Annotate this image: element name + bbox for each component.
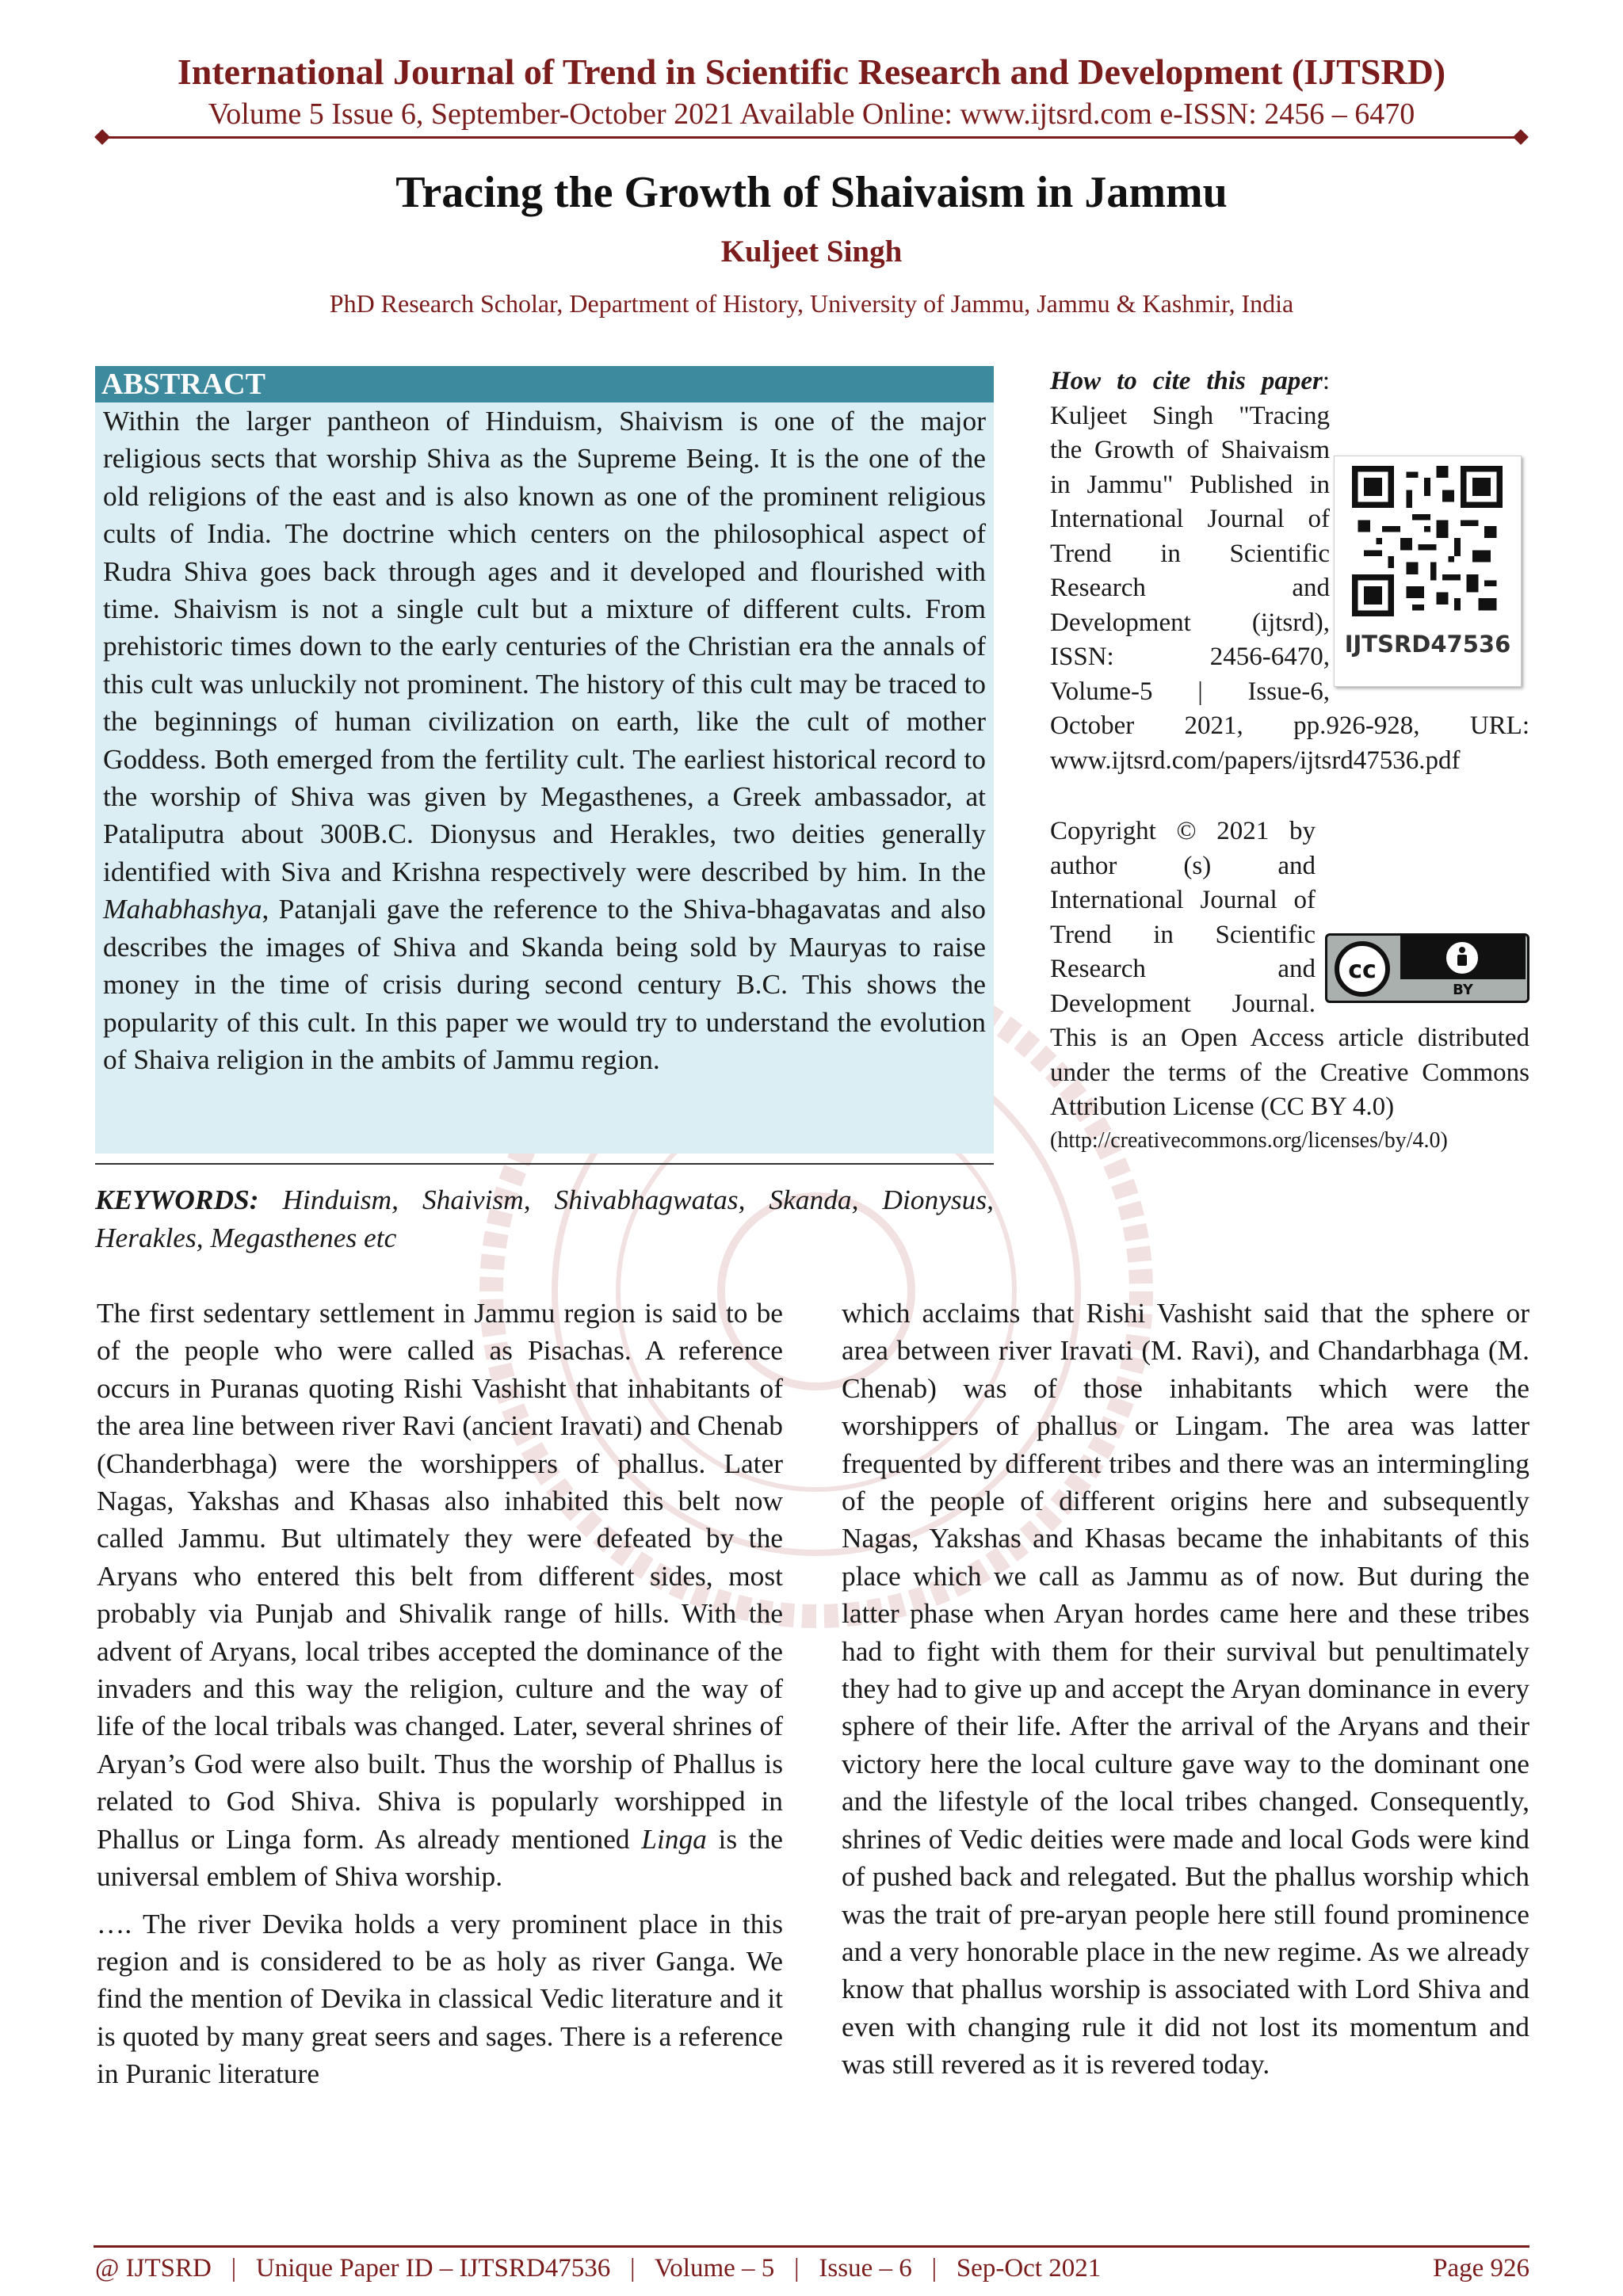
header-rule: [101, 136, 1522, 139]
keywords-text: Hinduism, Shaivism, Shivabhagwatas, Skanda, Dionysus, Herakles, Megasthenes etc: [95, 1184, 994, 1253]
keywords: [95, 1180, 994, 1257]
paper-affiliation: PhD Research Scholar, Department of History, University of Jammu, Jammu & Kashmir, India: [329, 289, 1294, 318]
paper-author: Kuljeet Singh: [720, 235, 903, 269]
body-col1-p1: The first sedentary settlement in Jammu region is said to be of the people who were called as Pisachas. A reference occurs in Puranas quoting Rishi Vashisht that inhabitants of the area line between river Ravi (ancient Iravati) and Chenab (Chanderbhaga) were the worshippers of phallus. Later Nagas, Yakshas and Khasas also inhabited this belt now called Jammu. But ultimately they were defeated by the Aryans who entered this belt from different sides, most probably via Punjab and Shivalik range of hills. With the advent of Aryans, local tribes accepted the dominance of the invaders and this way the religion, culture and the way of life of the local tribals was changed. Later, several shrines of Aryan’s God were also built. Thus the worship of Phallus is related to God Shiva. Shiva is popularly worshipped in Phallus or Linga form. As already mentioned: [97, 1297, 783, 1855]
footer-rule: [94, 2245, 1529, 2248]
cc-by-label: BY: [1453, 982, 1473, 998]
body-col2-p1: which acclaims that Rishi Vashisht said that the sphere or area between river Iravati (M. Ravi), and Chandarbhaga (M. Chenab) was of those inhabitants which were the worshippers of phallus or Lingam. The area was latter frequented by different tribes and there was an intermingling of the people of different origins here and subsequently Nagas, Yakshas and Khasas became the inhabitants of this place which we call as Jammu as of now. But during the latter phase when Aryan hordes came here and these tribes had to fight with them for their survival but penultimately they had to give up and accept the Aryan dominance in every sphere of their life. After the arrival of the Aryans and their victory here the local culture gave way to the dominant one and the lifestyle of the local tribes changed. Consequently, shrines of Vedic deities were made and local Gods were kind of pushed back and relegated. But the phallus worship which was the trait of pre-aryan people here still found prominence and a very honorable place in the new regime. As we already know that phallus worship is associated with Lord Shiva and even with changing rule it did not lost its momentum and was still revered as it is revered today.: [842, 1297, 1529, 2081]
creative-commons-icon: [1334, 940, 1391, 997]
keywords-label: KEYWORDS:: [95, 1184, 259, 1215]
copyright-text: Copyright © 2021 by author (s) and International Journal of Trend in Scientific Research and Development Journal. This is an Open Access article distributed under the terms of the Creative Commons Attribution License (CC BY 4.0): [1050, 817, 1529, 1121]
attribution-person-icon: [1445, 940, 1480, 975]
qr-code-icon: [1352, 466, 1503, 616]
abstract-text-b: , Patanjali gave the reference to the Shiva-bhagavatas and also describes the images of Shiva and Skanda being sold by Mauryas to raise money in the time of crisis during second century B.C. This shows the popularity of this cult. In this paper we would try to understand the evolution of Shaiva religion in the ambits of Jammu region.: [103, 893, 986, 1075]
journal-issue-line: Volume 5 Issue 6, September-October 2021 Available Online: www.ijtsrd.com e-ISSN: 2456 – 6470: [208, 97, 1415, 131]
journal-title: International Journal of Trend in Scientific Research and Development (IJTSRD): [177, 51, 1446, 92]
citation-text: : Kuljeet Singh "Tracing the Growth of Shaivaism in Jammu" Published in International Journal of Trend in Scientific Research and Development (ijtsrd), ISSN: 2456-6470, Volume-5 | Issue-6, October 2021, pp.926-928, URL: www.ijtsrd.com/papers/ijtsrd47536.pdf: [1050, 367, 1529, 775]
citation-lead: How to cite this paper: [1050, 367, 1323, 395]
body-column-left: [97, 1295, 783, 2093]
license-url: (http://creativecommons.org/licenses/by/4.0): [1050, 1127, 1448, 1153]
footer-page-number: Page 926: [1433, 2254, 1529, 2283]
cc-by-badge[interactable]: [1325, 933, 1529, 1003]
qr-card: [1334, 456, 1522, 687]
body-col1-p1-end: is the universal emblem of Shiva worship.: [97, 1822, 783, 1893]
footer: [95, 2248, 1529, 2288]
abstract-body: [95, 402, 994, 1154]
body-col1-italic: Linga: [641, 1822, 707, 1855]
paper-title: Tracing the Growth of Shaivaism in Jammu: [395, 168, 1228, 217]
abstract-heading: ABSTRACT: [95, 366, 994, 402]
qr-paper-id: IJTSRD47536: [1344, 631, 1511, 658]
body-col1-p2: …. The river Devika holds a very prominent place in this region and is considered to be as holy as river Ganga. We find the mention of Devika in classical Vedic literature and it is quoted by many great seers and sages. There is a reference in Puranic literature: [97, 1907, 783, 2090]
keywords-divider: [95, 1163, 994, 1165]
footer-left: @ IJTSRD | Unique Paper ID – IJTSRD47536 | Volume – 5 | Issue – 6 | Sep-Oct 2021: [95, 2254, 1102, 2283]
abstract-text-a: Within the larger pantheon of Hinduism, Shaivism is one of the major religious sects that worship Shiva as the Supreme Being. It is the one of the old religions of the east and is also known as one of the prominent religious cults of India. The doctrine which centers on the philosophical aspect of Rudra Shiva goes back through ages and it developed and flourished with time. Shaivism is not a single cult but a mixture of different cults. From prehistoric times down to the early centuries of the Christian era the annals of this cult was unluckily not prominent. The history of this cult may be traced to the beginnings of human civilization on earth, like the cult of mother Goddess. Both emerged from the fertility cult. The earliest historical record to the worship of Shiva was given by Megasthenes, a Greek ambassador, at Pataliputra about 300B.C. Dionysus and Herakles, two deities generally identified with Siva and Krishna respectively were described by him. In the: [103, 405, 986, 887]
svg-text:cc: cc: [1348, 956, 1377, 984]
body-column-right: [842, 1295, 1529, 2084]
abstract-text-italic: Mahabhashya: [103, 893, 262, 925]
